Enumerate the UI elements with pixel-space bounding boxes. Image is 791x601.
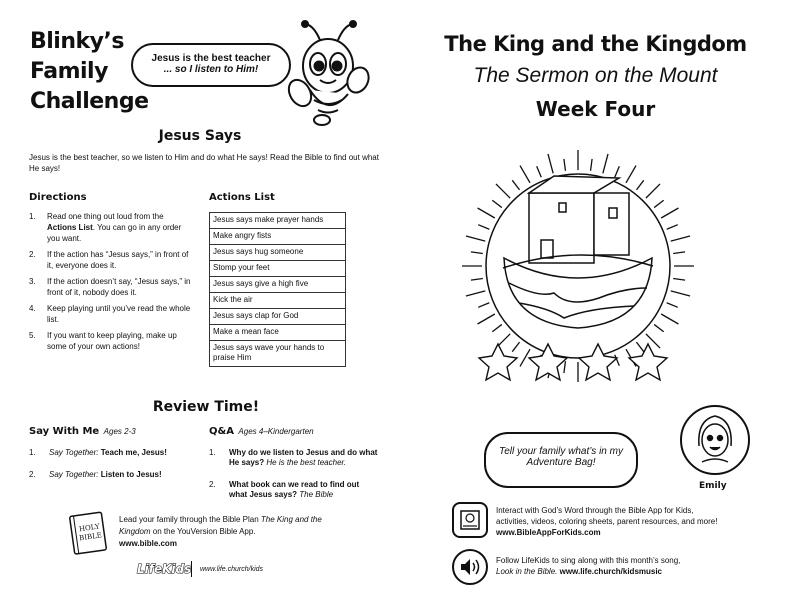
table-row [210,245,346,261]
sunburst-ray [626,166,636,183]
table-row [210,309,346,325]
song-title: Look in the Bible. [496,567,558,576]
direction-text: If the action has “Jesus says,” in front of it, everyone does it. [47,250,189,270]
music-url[interactable]: www.life.church/kidsmusic [559,567,663,576]
lifekids-url[interactable]: www.life.church/kids [200,566,264,573]
bible-app-promo [496,505,776,538]
direction-number: 2. [29,250,36,259]
sunburst-ray [548,154,553,173]
emily-avatar [677,402,753,480]
item-number: 1. [29,448,36,457]
plan-name: The King and the Kingdom [119,515,322,536]
jesus-says-title: Jesus Says [158,128,242,144]
action-cell: Make angry fists [210,229,346,245]
item-prefix: Say Together: [49,470,99,479]
directions-list [29,211,194,357]
page-subtitle: The Sermon on the Mount [473,64,718,87]
say-with-me-ages: Ages 2-3 [103,427,136,436]
sunburst-ray [667,303,678,308]
table-row [210,293,346,309]
qa-heading [209,421,314,439]
say-with-me-list [29,448,199,492]
direction-item [29,330,194,352]
direction-bold: Actions List [47,223,93,232]
lifekids-logo: LifeKids [137,562,192,576]
direction-number: 1. [29,212,36,221]
sunburst-ray [646,184,660,198]
bible-icon-text-1: HOLY [78,522,101,534]
sunburst-ray [564,159,566,171]
actions-table [209,212,346,367]
item-number: 2. [209,480,216,489]
direction-number: 4. [29,304,36,313]
bible-plan-text [119,514,334,550]
app-promo-line-2: activities, videos, coloring sheets, parent resources, and more! [496,517,718,526]
direction-text: Keep playing until you’ve read the whole list. [47,304,191,324]
bubble-line-2: ... so I listen to Him! [163,64,259,75]
title-line-3: Challenge [30,89,149,114]
character-name: Emily [699,481,727,491]
direction-item [29,303,194,325]
direction-text: Read one thing out loud from the [47,212,164,221]
item-text: Teach me, Jesus! [100,448,167,457]
sunburst-ray [466,291,485,296]
table-row [210,261,346,277]
action-cell: Jesus says hug someone [210,245,346,261]
week-label: Week Four [535,97,656,121]
holy-bible-icon [66,509,112,557]
bible-app-icon [451,501,489,539]
sunburst-ray [471,279,483,281]
action-cell: Jesus says wave your hands to praise Him [210,341,346,367]
bible-app-url[interactable]: www.BibleAppForKids.com [496,528,601,537]
sunburst-ray [512,180,519,190]
bible-url[interactable]: www.bible.com [119,539,177,548]
direction-item [29,249,194,271]
action-cell: Jesus says make prayer hands [210,213,346,229]
sunburst-ray [478,225,489,230]
bubble-line-1: Jesus is the best teacher [151,53,271,64]
music-promo [496,555,776,577]
sunburst-ray [512,342,519,352]
sunburst-ray [673,252,685,254]
table-row [210,277,346,293]
sunburst-ray [496,184,510,198]
direction-text-after: . You can go in any order you want. [47,223,182,243]
item-prefix: Say Together: [49,448,99,457]
qa-list [209,448,379,512]
action-cell: Jesus says give a high five [210,277,346,293]
direction-text: If you want to keep playing, make up some of your own actions! [47,331,177,351]
sunburst-ray [671,291,690,296]
sunburst-ray [636,180,643,190]
title-line-2: Family [30,59,108,84]
list-item [29,470,199,480]
sunburst-ray [537,166,542,177]
speaker-icon [451,548,489,586]
sunburst-ray [492,324,502,331]
sunburst-ray [478,314,495,324]
music-promo-line-1: Follow LifeKids to sing along with this month’s song, [496,556,681,565]
sunburst-ray [667,225,678,230]
sunburst-ray [492,200,502,207]
qa-question: Why do we listen to Jesus and do what He says? [229,448,378,467]
direction-text: If the action doesn’t say, “Jesus says,” in front of it, nobody does it. [47,277,191,297]
family-challenge-title [30,27,149,117]
sunburst-ray [636,342,643,352]
qa-answer: He is the best teacher. [266,458,347,467]
sunburst-ray [654,200,664,207]
bubble-line-2: Adventure Bag! [526,457,596,468]
qa-answer: The Bible [299,490,334,499]
sunburst-ray [673,279,685,281]
item-number: 1. [209,448,216,457]
sunburst-ray [471,252,483,254]
qa-question: What book can we read to find out what Jesus says? [229,480,360,499]
qa-ages: Ages 4–Kindergarten [238,427,314,436]
emily-speech-bubble [484,432,638,488]
sunburst-ray [661,208,678,218]
bubble-line-1: Tell your family what’s in my [499,446,623,457]
item-number: 2. [29,470,36,479]
page-title: The King and the Kingdom [444,32,747,56]
sunburst-ray [603,154,608,173]
action-cell: Jesus says clap for God [210,309,346,325]
action-cell: Stomp your feet [210,261,346,277]
plan-text-before: Lead your family through the Bible Plan [119,515,261,524]
plan-text-after: on the YouVersion Bible App. [150,527,256,536]
footer-divider [191,561,192,577]
sunburst-ray [661,314,678,324]
table-row [210,213,346,229]
table-row [210,325,346,341]
list-item [209,448,379,468]
action-cell: Make a mean face [210,325,346,341]
blinky-speech-bubble [131,43,291,87]
item-text: Listen to Jesus! [100,470,162,479]
action-cell: Kick the air [210,293,346,309]
say-with-me-label: Say With Me [29,426,100,437]
sunburst-ray [564,361,566,373]
sunburst-ray [654,324,664,331]
direction-number: 3. [29,277,36,286]
sunburst-ray [591,159,593,171]
sunburst-ray [478,208,495,218]
sunburst-ray [520,166,530,183]
game-intro: Jesus is the best teacher, so we listen to Him and do what He says! Read the Bible to find out what He says! [29,153,379,173]
review-time-title: Review Time! [152,399,260,415]
kingdom-coloring-illustration [459,148,697,410]
sunburst-ray [671,236,690,241]
actions-list-heading: Actions List [209,192,275,203]
sunburst-ray [615,166,620,177]
title-line-1: Blinky’s [30,29,124,54]
qa-label: Q&A [209,426,234,437]
list-item [29,448,199,458]
table-row [210,229,346,245]
direction-item [29,276,194,298]
direction-number: 5. [29,331,36,340]
directions-heading: Directions [29,192,87,203]
say-with-me-heading [29,421,136,439]
blinky-bee-illustration [280,18,385,128]
bible-icon-text-2: BIBLE [78,531,103,543]
sunburst-ray [478,303,489,308]
list-item [209,480,379,500]
app-promo-line-1: Interact with God’s Word through the Bible App for Kids, [496,506,694,515]
direction-item [29,211,194,244]
sunburst-ray [466,236,485,241]
table-row [210,341,346,367]
